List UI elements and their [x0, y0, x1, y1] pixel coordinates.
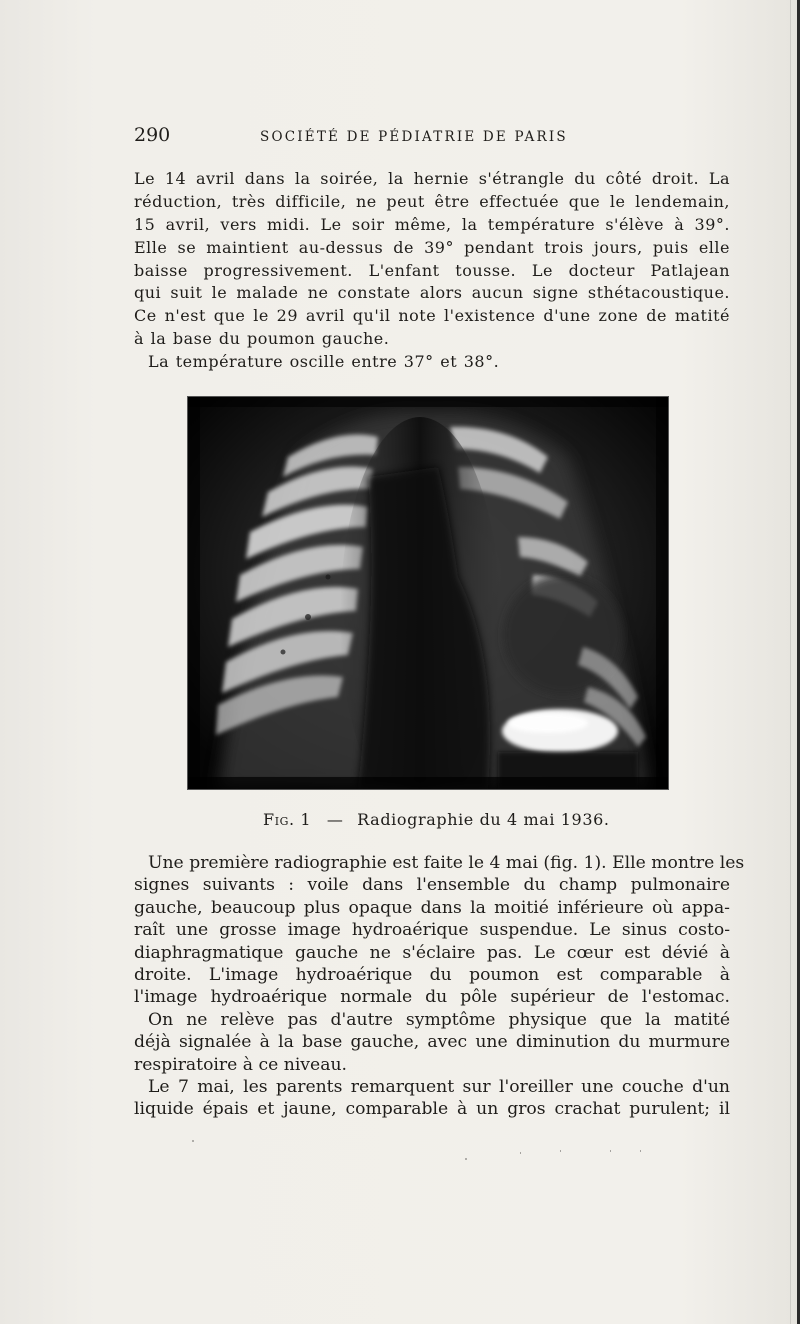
paragraph-1 [134, 168, 730, 374]
text-line: Ce n'est que le 29 avril qu'il note l'existence d'une zone de matité [134, 306, 730, 326]
text-line: On ne relève pas d'autre symptôme physique que la matité [148, 1009, 730, 1030]
paper-speck [520, 1152, 521, 1154]
text-line: respiratoire à ce niveau. [134, 1054, 347, 1075]
text-line: gauche, beaucoup plus opaque dans la moitié inférieure où appa- [134, 897, 730, 918]
paper-speck [560, 1150, 561, 1152]
text-line: Une première radiographie est faite le 4 mai (fig. 1). Elle montre les [148, 853, 745, 873]
text-line: 15 avril, vers midi. Le soir même, la température s'élève à 39°. [134, 214, 730, 234]
running-header [134, 124, 730, 152]
text-line: diaphragmatique gauche ne s'éclaire pas. Le cœur est dévié à [134, 942, 730, 963]
text-line: signes suivants : voile dans l'ensemble du champ pulmonaire [134, 875, 730, 896]
text-line: Le 7 mai, les parents remarquent sur l'oreiller une couche d'un [148, 1076, 730, 1097]
text-line: réduction, très difficile, ne peut être effectuée que le lendemain, [134, 191, 730, 211]
text-line: droite. L'image hydroaérique du poumon est comparable à [134, 964, 730, 985]
text-line: déjà signalée à la base gauche, avec une diminution du murmure [134, 1032, 730, 1053]
caption-dash: — [326, 810, 344, 829]
text-line: à la base du poumon gauche. [134, 329, 390, 349]
text-line: qui suit le malade ne constate alors aucun signe sthétacoustique. [134, 283, 730, 303]
running-title: SOCIÉTÉ DE PÉDIATRIE DE PARIS [260, 129, 568, 145]
text-line: Le 14 avril dans la soirée, la hernie s'étrangle du côté droit. La [134, 169, 730, 188]
paper-speck [465, 1158, 467, 1160]
caption-text: Radiographie du 4 mai 1936. [357, 810, 610, 829]
figure-caption [263, 810, 610, 829]
text-line: Elle se maintient au-dessus de 39° pendant trois jours, puis elle [134, 237, 730, 257]
text-line: l'image hydroaérique normale du pôle supérieur de l'estomac. [134, 987, 730, 1008]
paragraph-2 [134, 852, 745, 1121]
chest-radiograph-image [188, 397, 668, 789]
text-line: raît une grosse image hydroaérique suspendue. Le sinus costo- [134, 920, 730, 941]
paper-speck [640, 1150, 641, 1152]
page-number: 290 [134, 124, 171, 146]
figure-label: Fig. 1 [263, 810, 312, 829]
text-line: La température oscille entre 37° et 38°. [148, 352, 500, 372]
radiograph-figure [187, 396, 669, 790]
page-edge-line [790, 0, 791, 1324]
paper-speck [192, 1140, 194, 1142]
paper-speck [610, 1150, 611, 1152]
text-line: baisse progressivement. L'enfant tousse. Le docteur Patlajean [134, 260, 730, 280]
text-line: liquide épais et jaune, comparable à un gros crachat purulent; il [134, 1099, 730, 1120]
